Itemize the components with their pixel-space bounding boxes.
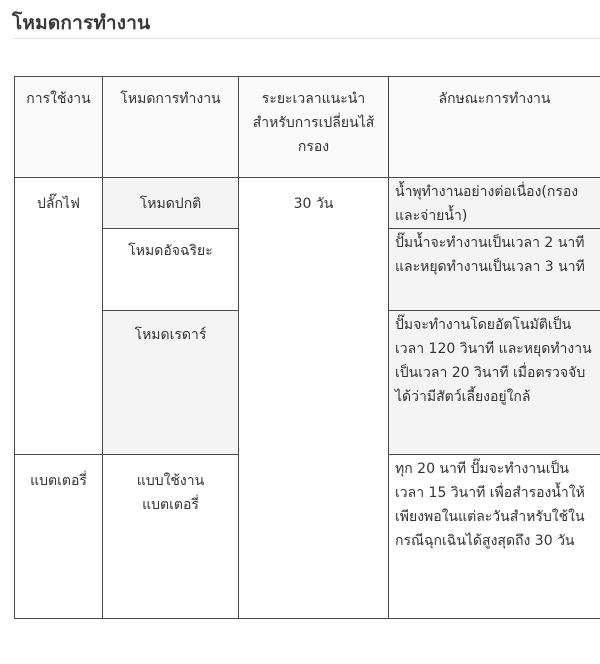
- header-feature: ลักษณะการทำงาน: [389, 77, 600, 178]
- filter-cell: 30 วัน: [239, 178, 389, 619]
- mode-cell-normal: โหมดปกติ: [103, 178, 239, 229]
- page-title: โหมดการทำงาน: [12, 12, 151, 34]
- usage-cell-plug: ปลั๊กไฟ: [15, 178, 103, 455]
- feature-cell-normal: น้ำพุทำงานอย่างต่อเนื่อง(กรองและจ่ายน้ำ): [389, 178, 600, 229]
- table-header-row: [15, 77, 600, 178]
- operation-mode-table: [14, 76, 600, 619]
- header-usage: การใช้งาน: [15, 77, 103, 178]
- usage-cell-battery: แบตเตอรี่: [15, 455, 103, 619]
- table-row: [15, 178, 600, 229]
- mode-cell-battery: แบบใช้งานแบตเตอรี่: [103, 455, 239, 619]
- mode-cell-radar: โหมดเรดาร์: [103, 311, 239, 455]
- feature-cell-battery: ทุก 20 นาที ปั๊มจะทำงานเป็นเวลา 15 วินาที เพื่อสำรองน้ำให้เพียงพอในแต่ละวันสำหรับใช้ในกรณีฉุกเฉินได้สูงสุดถึง 30 วัน: [389, 455, 600, 619]
- header-filter-change: ระยะเวลาแนะนำสำหรับการเปลี่ยนไส้กรอง: [239, 77, 389, 178]
- header-mode: โหมดการทำงาน: [103, 77, 239, 178]
- mode-cell-smart: โหมดอัจฉริยะ: [103, 229, 239, 311]
- title-divider: [12, 38, 600, 39]
- feature-cell-smart: ปั๊มน้ำจะทำงานเป็นเวลา 2 นาที และหยุดทำงานเป็นเวลา 3 นาที: [389, 229, 600, 311]
- feature-cell-radar: ปั๊มจะทำงานโดยอัตโนมัติเป็นเวลา 120 วินาที และหยุดทำงานเป็นเวลา 20 วินาที เมื่อตรวจจับได้ว่ามีสัตว์เลี้ยงอยู่ใกล้: [389, 311, 600, 455]
